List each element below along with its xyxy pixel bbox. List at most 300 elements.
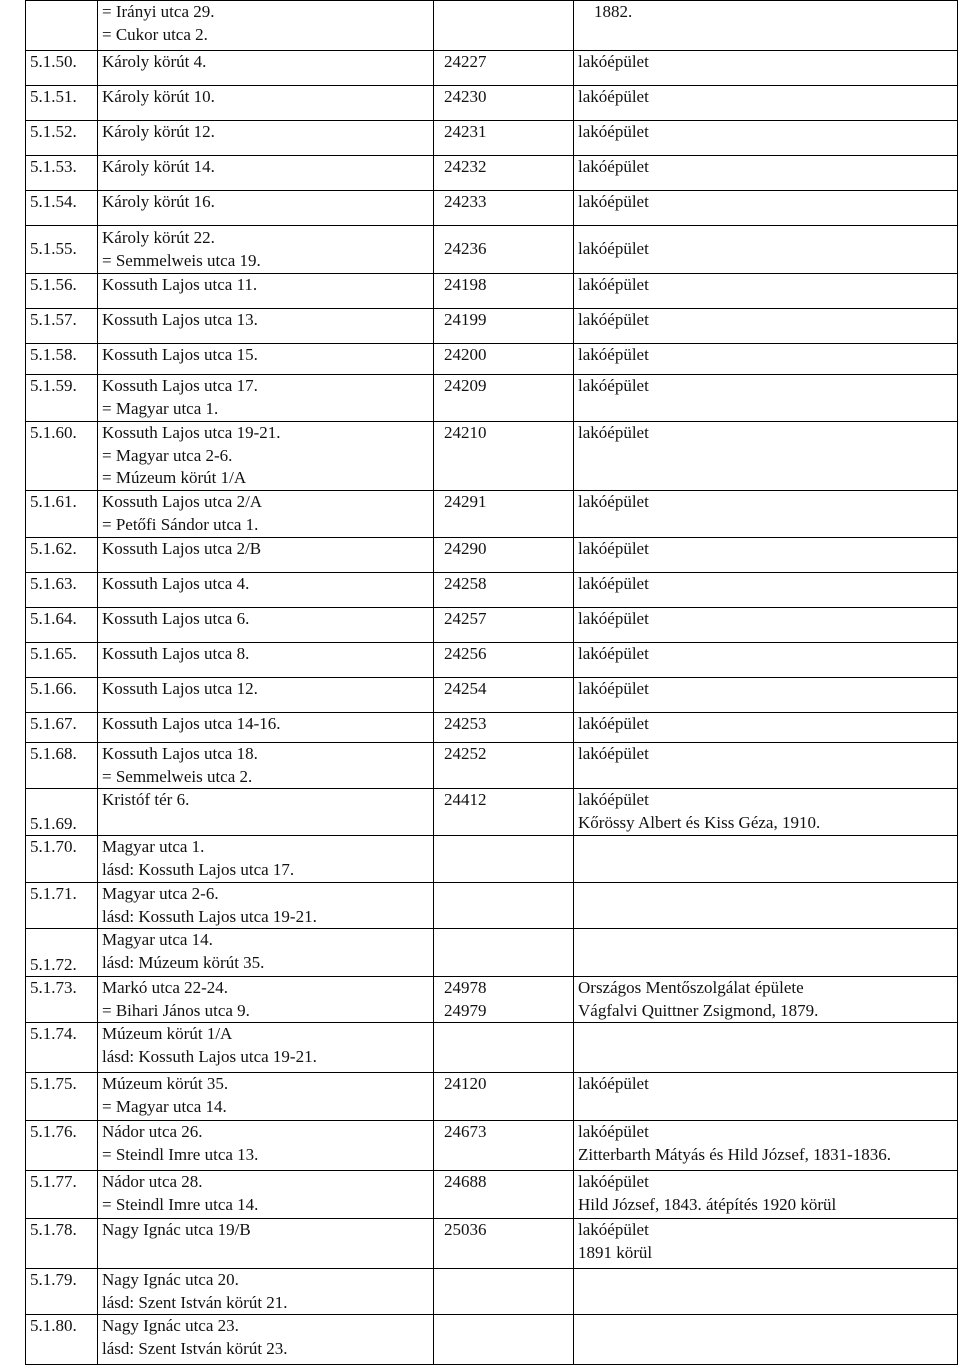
- lot-number-cell: [434, 743, 574, 789]
- address-cell-line: Kristóf tér 6.: [102, 790, 190, 809]
- table-row: [26, 1073, 958, 1121]
- lot-number-cell: [434, 1023, 574, 1073]
- note-cell-line: lakóépület: [578, 376, 649, 395]
- item-number-cell-line: 5.1.61.: [30, 492, 77, 511]
- lot-number-cell: [434, 1073, 574, 1121]
- table-row: [26, 309, 958, 344]
- table-row: [26, 491, 958, 538]
- address-cell: [98, 1121, 434, 1171]
- item-number-cell: [26, 643, 98, 678]
- note-cell: [574, 1, 958, 51]
- address-cell: [98, 929, 434, 977]
- lot-number-cell: [434, 86, 574, 121]
- lot-number-cell: [434, 929, 574, 977]
- address-cell-line: Kossuth Lajos utca 13.: [102, 310, 258, 329]
- lot-number-cell: [434, 1219, 574, 1269]
- address-cell: [98, 1073, 434, 1121]
- note-cell-line: lakóépület: [578, 492, 649, 511]
- lot-number-cell: [434, 1121, 574, 1171]
- address-cell: [98, 573, 434, 608]
- table-row: [26, 226, 958, 274]
- table-row: [26, 743, 958, 789]
- address-cell-line: Kossuth Lajos utca 19-21.: [102, 423, 281, 442]
- note-cell-line: lakóépület: [578, 744, 649, 763]
- address-cell: [98, 1219, 434, 1269]
- lot-number-cell-line: 24253: [444, 714, 487, 733]
- item-number-cell: [26, 678, 98, 713]
- item-number-cell: [26, 422, 98, 491]
- note-cell: [574, 226, 958, 274]
- item-number-cell: [26, 156, 98, 191]
- table-row: [26, 713, 958, 743]
- lot-number-cell-line: 24120: [444, 1074, 487, 1093]
- item-number-cell-line: 5.1.69.: [30, 813, 77, 833]
- address-cell: [98, 743, 434, 789]
- address-cell: [98, 538, 434, 573]
- address-cell: [98, 608, 434, 643]
- table-row: [26, 156, 958, 191]
- lot-number-cell-line: 24673: [444, 1122, 487, 1141]
- lot-number-cell: [434, 274, 574, 309]
- note-cell: [574, 156, 958, 191]
- address-cell: [98, 713, 434, 743]
- note-cell-line: lakóépület: [578, 644, 649, 663]
- note-cell: [574, 789, 958, 836]
- lot-number-cell-line: 24258: [444, 574, 487, 593]
- address-cell-line: = Steindl Imre utca 14.: [102, 1194, 259, 1214]
- item-number-cell: [26, 51, 98, 86]
- table-row: [26, 1219, 958, 1269]
- lot-number-cell: [434, 573, 574, 608]
- item-number-cell: [26, 121, 98, 156]
- note-cell-line: Országos Mentőszolgálat épülete: [578, 978, 804, 997]
- item-number-cell-line: 5.1.75.: [30, 1074, 77, 1093]
- item-number-cell-line: 5.1.80.: [30, 1316, 77, 1335]
- note-cell-line: lakóépület: [578, 714, 649, 733]
- address-cell-line: lásd: Kossuth Lajos utca 19-21.: [102, 1046, 317, 1066]
- lot-number-cell-line: 24232: [444, 157, 487, 176]
- address-cell-line: = Magyar utca 2-6.: [102, 445, 233, 465]
- lot-number-cell-line: 24233: [444, 192, 487, 211]
- item-number-cell: [26, 1023, 98, 1073]
- item-number-cell: [26, 538, 98, 573]
- lot-number-cell: [434, 883, 574, 929]
- address-cell-line: = Petőfi Sándor utca 1.: [102, 514, 259, 534]
- item-number-cell: [26, 713, 98, 743]
- lot-number-cell-line: 24688: [444, 1172, 487, 1191]
- address-cell-line: Károly körút 14.: [102, 157, 215, 176]
- note-cell: [574, 1315, 958, 1365]
- item-number-cell: [26, 375, 98, 422]
- table-row: [26, 977, 958, 1023]
- item-number-cell: [26, 491, 98, 538]
- lot-number-cell: [434, 643, 574, 678]
- lot-number-cell-line: 24198: [444, 275, 487, 294]
- item-number-cell: [26, 883, 98, 929]
- item-number-cell: [26, 789, 98, 836]
- note-cell-line: lakóépület: [578, 574, 649, 593]
- item-number-cell: [26, 836, 98, 883]
- note-cell: [574, 1269, 958, 1315]
- note-cell-line: lakóépület: [578, 122, 649, 141]
- address-cell: [98, 1171, 434, 1219]
- table-row: [26, 1171, 958, 1219]
- note-cell: [574, 1219, 958, 1269]
- item-number-cell: [26, 1219, 98, 1269]
- item-number-cell-line: 5.1.54.: [30, 192, 77, 211]
- note-cell: [574, 121, 958, 156]
- note-cell-line: Kőrössy Albert és Kiss Géza, 1910.: [578, 812, 821, 832]
- note-cell: [574, 422, 958, 491]
- item-number-cell: [26, 191, 98, 226]
- address-cell: [98, 51, 434, 86]
- table-row: [26, 344, 958, 375]
- table-row: [26, 929, 958, 977]
- item-number-cell: [26, 977, 98, 1023]
- item-number-cell: [26, 1073, 98, 1121]
- note-cell-line: lakóépület: [578, 310, 649, 329]
- address-cell-line: Nagy Ignác utca 20.: [102, 1270, 239, 1289]
- table-row: [26, 274, 958, 309]
- item-number-cell-line: 5.1.59.: [30, 376, 77, 395]
- note-cell: [574, 977, 958, 1023]
- address-cell-line: lásd: Kossuth Lajos utca 19-21.: [102, 906, 317, 926]
- address-cell: [98, 274, 434, 309]
- address-cell: [98, 491, 434, 538]
- table-row: [26, 86, 958, 121]
- note-cell: [574, 608, 958, 643]
- note-cell: [574, 643, 958, 678]
- table-body: [26, 1, 958, 1365]
- item-number-cell-line: 5.1.50.: [30, 52, 77, 71]
- address-cell: [98, 1315, 434, 1365]
- item-number-cell: [26, 929, 98, 977]
- address-cell-line: lásd: Múzeum körút 35.: [102, 952, 265, 972]
- lot-number-cell: [434, 156, 574, 191]
- item-number-cell-line: 5.1.66.: [30, 679, 77, 698]
- address-cell: [98, 883, 434, 929]
- address-cell-line: Kossuth Lajos utca 12.: [102, 679, 258, 698]
- address-cell-line: Nádor utca 28.: [102, 1172, 203, 1191]
- table-row: [26, 678, 958, 713]
- note-cell-line: lakóépület: [578, 87, 649, 106]
- item-number-cell: [26, 743, 98, 789]
- address-cell-line: = Múzeum körút 1/A: [102, 468, 247, 487]
- note-cell-line: 1891 körül: [578, 1242, 653, 1262]
- address-cell-line: lásd: Szent István körút 21.: [102, 1292, 288, 1312]
- lot-number-cell-line: 24236: [444, 239, 487, 259]
- address-cell: [98, 643, 434, 678]
- document-page: [25, 0, 957, 1365]
- note-cell: [574, 883, 958, 929]
- lot-number-cell: [434, 226, 574, 274]
- address-cell-line: Károly körút 10.: [102, 87, 215, 106]
- note-cell: [574, 1171, 958, 1219]
- item-number-cell: [26, 344, 98, 375]
- note-cell: [574, 491, 958, 538]
- address-cell-line: Magyar utca 14.: [102, 930, 213, 949]
- address-cell-line: lásd: Kossuth Lajos utca 17.: [102, 859, 295, 879]
- address-cell-line: Kossuth Lajos utca 14-16.: [102, 714, 281, 733]
- lot-number-cell: [434, 608, 574, 643]
- table-row: [26, 1023, 958, 1073]
- lot-number-cell: [434, 344, 574, 375]
- note-cell: [574, 375, 958, 422]
- lot-number-cell-line: 24291: [444, 492, 487, 511]
- address-cell: [98, 191, 434, 226]
- lot-number-cell: [434, 491, 574, 538]
- note-cell: [574, 1073, 958, 1121]
- address-cell: [98, 789, 434, 836]
- item-number-cell-line: 5.1.76.: [30, 1122, 77, 1141]
- address-cell-line: Kossuth Lajos utca 8.: [102, 644, 250, 663]
- note-cell-line: lakóépület: [578, 52, 649, 71]
- note-cell: [574, 191, 958, 226]
- table-row: [26, 836, 958, 883]
- note-cell-line: lakóépület: [578, 1172, 649, 1191]
- address-cell: [98, 344, 434, 375]
- note-cell-line: lakóépület: [578, 275, 649, 294]
- lot-number-cell: [434, 1269, 574, 1315]
- table-row: [26, 1, 958, 51]
- table-row: [26, 643, 958, 678]
- item-number-cell-line: 5.1.71.: [30, 884, 77, 903]
- table-row: [26, 883, 958, 929]
- item-number-cell-line: 5.1.73.: [30, 978, 77, 997]
- address-cell: [98, 1269, 434, 1315]
- item-number-cell: [26, 309, 98, 344]
- address-cell: [98, 422, 434, 491]
- note-cell: [574, 51, 958, 86]
- address-cell: [98, 156, 434, 191]
- address-cell-line: Múzeum körút 1/A: [102, 1024, 233, 1043]
- item-number-cell-line: 5.1.52.: [30, 122, 77, 141]
- item-number-cell: [26, 1, 98, 51]
- note-cell-line: Zitterbarth Mátyás és Hild József, 1831-1836.: [578, 1144, 892, 1164]
- address-cell: [98, 836, 434, 883]
- item-number-cell-line: 5.1.74.: [30, 1024, 77, 1043]
- note-cell: [574, 344, 958, 375]
- note-cell-line: lakóépület: [578, 1122, 649, 1141]
- item-number-cell-line: 5.1.63.: [30, 574, 77, 593]
- note-cell-line: lakóépület: [578, 345, 649, 364]
- lot-number-cell-line: 24200: [444, 345, 487, 364]
- note-cell: [574, 743, 958, 789]
- lot-number-cell: [434, 538, 574, 573]
- note-cell: [574, 929, 958, 977]
- table-row: [26, 789, 958, 836]
- item-number-cell-line: 5.1.68.: [30, 744, 77, 763]
- lot-number-cell-line: 24257: [444, 609, 487, 628]
- heritage-list-table: [25, 0, 958, 1365]
- item-number-cell-line: 5.1.62.: [30, 539, 77, 558]
- lot-number-cell: [434, 713, 574, 743]
- item-number-cell-line: 5.1.72.: [30, 954, 77, 974]
- address-cell-line: = Bihari János utca 9.: [102, 1000, 250, 1020]
- address-cell-line: Károly körút 12.: [102, 122, 215, 141]
- note-cell: [574, 309, 958, 344]
- table-row: [26, 1121, 958, 1171]
- lot-number-cell-line: 24412: [444, 790, 487, 809]
- note-cell: [574, 538, 958, 573]
- address-cell: [98, 375, 434, 422]
- lot-number-cell-line: 24209: [444, 376, 487, 395]
- lot-number-cell-line: 25036: [444, 1220, 487, 1239]
- item-number-cell: [26, 274, 98, 309]
- item-number-cell-line: 5.1.53.: [30, 157, 77, 176]
- table-row: [26, 51, 958, 86]
- note-cell-line: lakóépület: [578, 157, 649, 176]
- item-number-cell-line: 5.1.64.: [30, 609, 77, 628]
- address-cell-line: Kossuth Lajos utca 2/A: [102, 492, 263, 511]
- address-cell: [98, 309, 434, 344]
- address-cell: [98, 121, 434, 156]
- table-row: [26, 375, 958, 422]
- item-number-cell-line: 5.1.79.: [30, 1270, 77, 1289]
- note-cell-line: lakóépület: [578, 539, 649, 558]
- address-cell: [98, 1, 434, 51]
- note-cell: [574, 1121, 958, 1171]
- lot-number-cell-line: 24231: [444, 122, 487, 141]
- address-cell-line: = Magyar utca 14.: [102, 1096, 227, 1116]
- table-row: [26, 1269, 958, 1315]
- address-cell-line: lásd: Szent István körút 23.: [102, 1338, 288, 1358]
- address-cell: [98, 86, 434, 121]
- table-row: [26, 422, 958, 491]
- address-cell-line: Kossuth Lajos utca 18.: [102, 744, 258, 763]
- address-cell-line: Kossuth Lajos utca 4.: [102, 574, 250, 593]
- lot-number-cell-line: 24254: [444, 679, 487, 698]
- note-cell: [574, 836, 958, 883]
- note-cell-line: lakóépület: [578, 1074, 649, 1093]
- address-cell-line: Magyar utca 2-6.: [102, 884, 219, 903]
- address-cell-line: Kossuth Lajos utca 2/B: [102, 539, 262, 558]
- address-cell-line: Kossuth Lajos utca 17.: [102, 376, 258, 395]
- note-cell-line: lakóépület: [578, 192, 649, 211]
- address-cell-line: Kossuth Lajos utca 6.: [102, 609, 250, 628]
- item-number-cell-line: 5.1.65.: [30, 644, 77, 663]
- address-cell-line: = Irányi utca 29.: [102, 2, 215, 21]
- address-cell: [98, 1023, 434, 1073]
- lot-number-cell: [434, 1315, 574, 1365]
- lot-number-cell-line: 24290: [444, 539, 487, 558]
- address-cell-line: Múzeum körút 35.: [102, 1074, 229, 1093]
- table-row: [26, 191, 958, 226]
- item-number-cell: [26, 1269, 98, 1315]
- note-cell-line: lakóépület: [578, 609, 649, 628]
- lot-number-cell: [434, 678, 574, 713]
- address-cell-line: = Semmelweis utca 19.: [102, 250, 261, 270]
- lot-number-cell: [434, 422, 574, 491]
- address-cell: [98, 678, 434, 713]
- item-number-cell-line: 5.1.58.: [30, 345, 77, 364]
- table-row: [26, 608, 958, 643]
- lot-number-cell: [434, 977, 574, 1023]
- item-number-cell-line: 5.1.60.: [30, 423, 77, 442]
- lot-number-cell: [434, 836, 574, 883]
- item-number-cell: [26, 1121, 98, 1171]
- item-number-cell-line: 5.1.56.: [30, 275, 77, 294]
- lot-number-cell: [434, 121, 574, 156]
- note-cell-line: lakóépület: [578, 423, 649, 442]
- lot-number-cell-line: 24256: [444, 644, 487, 663]
- note-cell-line: 1882.: [594, 2, 633, 21]
- lot-number-cell: [434, 1171, 574, 1219]
- lot-number-cell-line: 24978: [444, 978, 487, 997]
- table-row: [26, 121, 958, 156]
- note-cell-line: lakóépület: [578, 1220, 649, 1239]
- note-cell: [574, 86, 958, 121]
- address-cell-line: Károly körút 16.: [102, 192, 215, 211]
- note-cell: [574, 1023, 958, 1073]
- address-cell-line: Kossuth Lajos utca 11.: [102, 275, 258, 294]
- note-cell-line: Vágfalvi Quittner Zsigmond, 1879.: [578, 1000, 819, 1020]
- address-cell-line: Károly körút 22.: [102, 228, 215, 247]
- item-number-cell-line: 5.1.67.: [30, 714, 77, 733]
- lot-number-cell-line: 24199: [444, 310, 487, 329]
- note-cell: [574, 573, 958, 608]
- item-number-cell-line: 5.1.51.: [30, 87, 77, 106]
- item-number-cell-line: 5.1.77.: [30, 1172, 77, 1191]
- lot-number-cell: [434, 51, 574, 86]
- address-cell-line: = Cukor utca 2.: [102, 24, 208, 44]
- lot-number-cell-line: 24230: [444, 87, 487, 106]
- table-row: [26, 1315, 958, 1365]
- note-cell-line: lakóépület: [578, 239, 649, 259]
- item-number-cell: [26, 226, 98, 274]
- note-cell: [574, 713, 958, 743]
- item-number-cell: [26, 86, 98, 121]
- note-cell: [574, 274, 958, 309]
- address-cell: [98, 977, 434, 1023]
- address-cell-line: = Magyar utca 1.: [102, 398, 219, 418]
- address-cell: [98, 226, 434, 274]
- note-cell: [574, 678, 958, 713]
- lot-number-cell-line: 24227: [444, 52, 487, 71]
- lot-number-cell-line: 24252: [444, 744, 487, 763]
- note-cell-line: lakóépület: [578, 790, 649, 809]
- item-number-cell: [26, 1171, 98, 1219]
- address-cell-line: Károly körút 4.: [102, 52, 207, 71]
- address-cell-line: = Steindl Imre utca 13.: [102, 1144, 259, 1164]
- note-cell-line: lakóépület: [578, 679, 649, 698]
- lot-number-cell: [434, 309, 574, 344]
- address-cell-line: Nagy Ignác utca 23.: [102, 1316, 239, 1335]
- address-cell-line: = Semmelweis utca 2.: [102, 766, 253, 786]
- item-number-cell-line: 5.1.78.: [30, 1220, 77, 1239]
- lot-number-cell: [434, 191, 574, 226]
- item-number-cell: [26, 1315, 98, 1365]
- address-cell-line: Nagy Ignác utca 19/B: [102, 1220, 251, 1239]
- lot-number-cell: [434, 789, 574, 836]
- lot-number-cell-line: 24979: [444, 1000, 487, 1020]
- item-number-cell-line: 5.1.70.: [30, 837, 77, 856]
- address-cell-line: Kossuth Lajos utca 15.: [102, 345, 258, 364]
- lot-number-cell-line: 24210: [444, 423, 487, 442]
- address-cell-line: Magyar utca 1.: [102, 837, 205, 856]
- item-number-cell-line: 5.1.57.: [30, 310, 77, 329]
- address-cell-line: Markó utca 22-24.: [102, 978, 229, 997]
- item-number-cell: [26, 608, 98, 643]
- table-row: [26, 573, 958, 608]
- address-cell-line: Nádor utca 26.: [102, 1122, 203, 1141]
- item-number-cell: [26, 573, 98, 608]
- lot-number-cell: [434, 1, 574, 51]
- lot-number-cell: [434, 375, 574, 422]
- note-cell-line: Hild József, 1843. átépítés 1920 körül: [578, 1194, 837, 1214]
- table-row: [26, 538, 958, 573]
- item-number-cell-line: 5.1.55.: [30, 239, 77, 259]
